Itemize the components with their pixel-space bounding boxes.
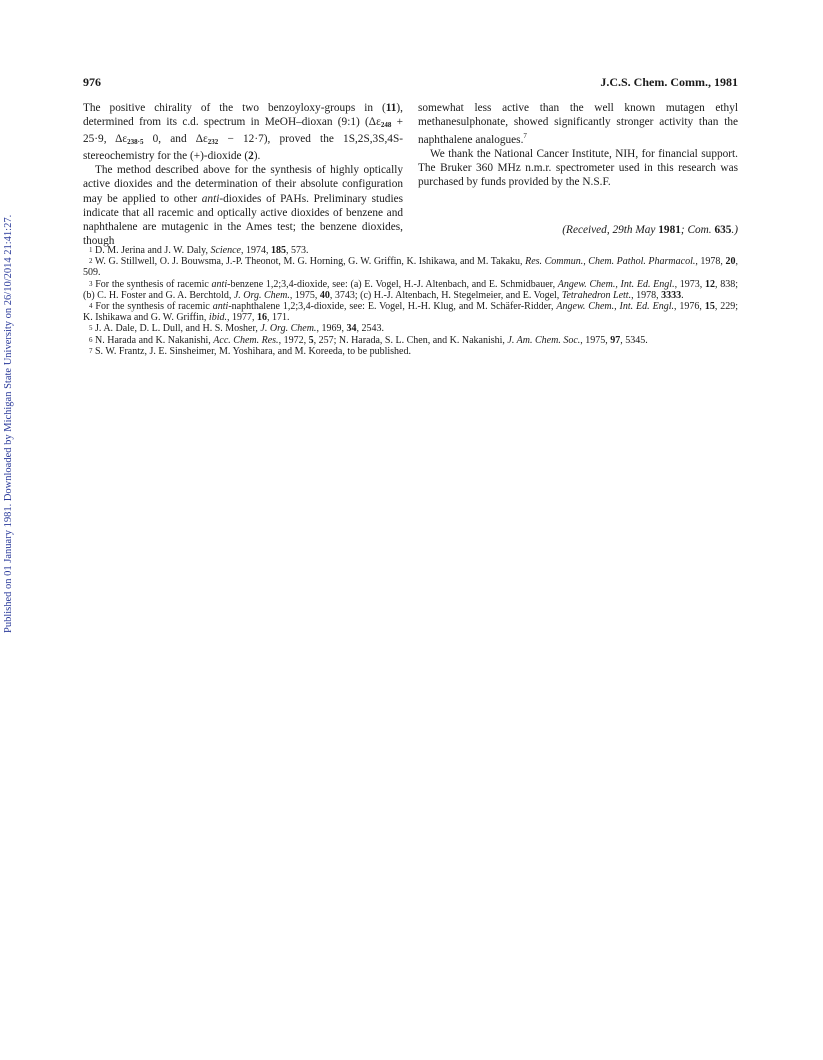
paragraph: The method described above for the synthesis of highly optically active dioxides and the determination of their absolute configuration may be applied to other anti-dioxides of PAHs. Preliminary studies indicate that all racemic and optically active dioxides of benzene and naphthalene are mutagenic in the Ames test; the benzene dioxides, though [83, 164, 404, 247]
page-header [83, 75, 738, 91]
reference-item: 2 W. G. Stillwell, O. J. Bouwsma, J.-P. Theonot, M. G. Horning, G. W. Griffin, K. Ishikawa, and M. Takaku, Res. Commun., Chem. Pathol. Pharmacol., 1978, 20, 509. [83, 256, 738, 279]
acknowledgement: We thank the National Cancer Institute, NIH, for financial support. The Bruker 360 MHz n.m.r. spectrometer used in this research was purchased by funds provided by the N.S.F. [418, 148, 738, 189]
download-watermark [2, 213, 16, 633]
reference-item: 6 N. Harada and K. Nakanishi, Acc. Chem. Res., 1972, 5, 257; N. Harada, S. L. Chen, and K. Nakanishi, J. Am. Chem. Soc., 1975, 97, 5345. [89, 334, 648, 346]
reference-item: 1 D. M. Jerina and J. W. Daly, Science, 1974, 185, 573. [89, 245, 309, 256]
reference-item: 3 For the synthesis of racemic anti-benzene 1,2;3,4-dioxide, see: (a) E. Vogel, H.-J. Altenbach, and E. Schmidbauer, Angew. Chem., Int. Ed. Engl., 1973, 12, 838; (b) C. H. Foster and G. A. Berchtold, J. Org. Chem., 1975, 40, 3743; (c) H.-J. Altenbach, H. Stegelmeier, and E. Vogel, Tetrahedron Lett., 1978, 3333. [83, 278, 739, 301]
references [83, 245, 738, 357]
journal-citation: J.C.S. Chem. Comm., 1981 [600, 75, 738, 89]
received-date: (Received, 29th May 1981; Com. 635.) [562, 224, 738, 236]
left-column [83, 101, 403, 248]
reference-item: 5 J. A. Dale, D. L. Dull, and H. S. Mosher, J. Org. Chem., 1969, 34, 2543. [89, 323, 384, 335]
right-column [418, 101, 738, 189]
reference-item: 4 For the synthesis of racemic anti-naphthalene 1,2;3,4-dioxide, see: E. Vogel, H.-H. Klug, and M. Schäfer-Ridder, Angew. Chem., Int. Ed. Engl., 1976, 15, 229; K. Ishikawa and G. W. Griffin, ibid., 1977, 16, 171. [83, 301, 739, 324]
reference-item: 7 S. W. Frantz, J. E. Sinsheimer, M. Yoshihara, and M. Koreeda, to be published. [89, 345, 411, 357]
page-number: 976 [83, 75, 101, 89]
paragraph: The positive chirality of the two benzoyloxy-groups in (11), determined from its c.d. spectrum in MeOH–dioxan (9:1) ($\Delta\varepsilon_{248} + 25\cdot 9$, $\Delta\varepsilon_{238\cdot 5}$ 0, and $\Delta\varepsilon_{232} - 12\cdot 7$), proved the 1S,2S,3S,4S-stereochemistry for the (+)-dioxide (2). [83, 102, 404, 163]
paragraph: somewhat less active than the well known mutagen ethyl methanesulphonate, showed significantly stronger activity than the naphthalene analogues.$^7$ [418, 102, 738, 146]
download-watermark-text: Published on 01 January 1981. Downloaded by Michigan State University on 26/10/2014 21:41:27. [3, 214, 14, 633]
